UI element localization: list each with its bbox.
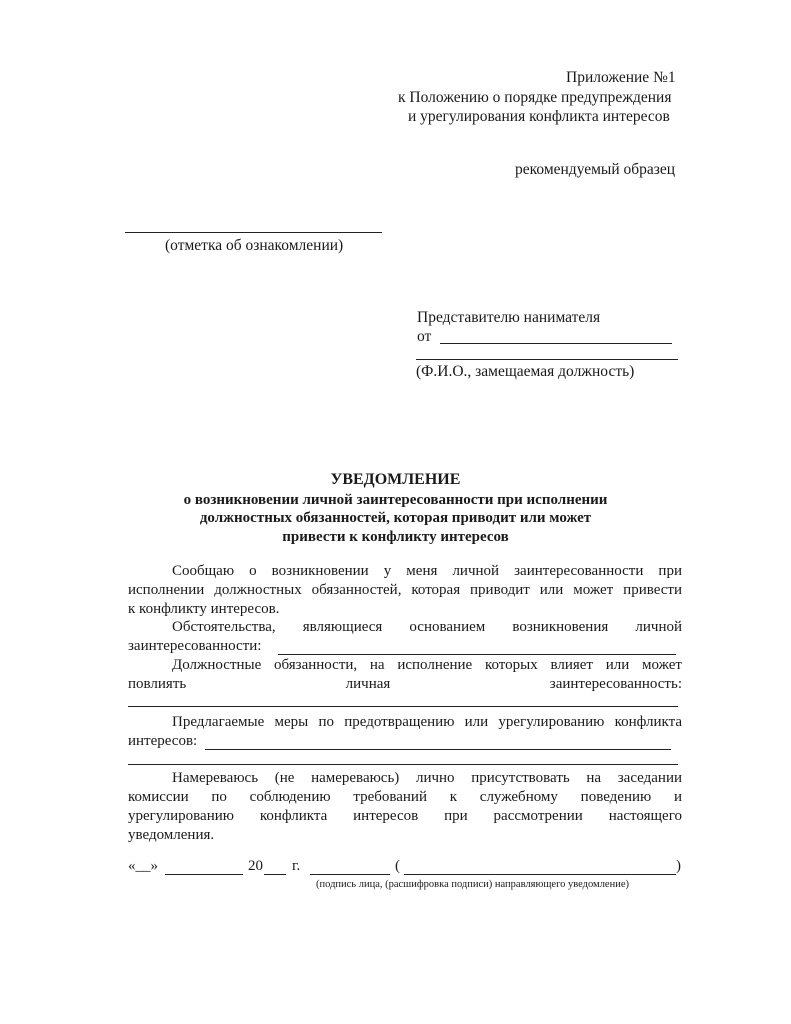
notice-heading: УВЕДОМЛЕНИЕ (330, 471, 461, 488)
paragraph-2-line-1: Обстоятельства, являющиеся основанием возникновения личной (172, 619, 682, 635)
paragraph-3-word-1: повлиять (128, 676, 187, 692)
paragraph-2-line-2: заинтересованности: (128, 638, 262, 654)
signature-line (310, 874, 390, 875)
notice-subtitle-2: должностных обязанностей, которая приводит или может (199, 510, 592, 526)
signature-paren-close: ) (676, 858, 681, 874)
date-year-line (264, 874, 286, 875)
addressee-caption: (Ф.И.О., замещаемая должность) (416, 363, 635, 380)
date-day: «__» (128, 858, 158, 874)
paragraph-4-fill-line-2 (128, 764, 678, 765)
paragraph-4-line-1: Предлагаемые меры по предотвращению или урегулированию конфликта (172, 714, 682, 730)
paragraph-1-line-1: Сообщаю о возникновении у меня личной заинтересованности при (172, 563, 682, 579)
appendix-line-1: Приложение №1 (566, 69, 676, 86)
notice-subtitle-1: о возникновении личной заинтересованности при исполнении (183, 492, 608, 508)
signature-paren-open: ( (395, 858, 400, 874)
paragraph-3-fill-line (128, 706, 678, 707)
acknowledgement-line (125, 232, 382, 233)
paragraph-5-line-1: Намереваюсь (не намереваюсь) лично присутствовать на заседании (172, 770, 682, 786)
paragraph-1-line-3: к конфликту интересов. (128, 601, 280, 617)
addressee-to-label: Представителю нанимателя (417, 309, 601, 326)
paragraph-2-fill-line (278, 654, 676, 655)
addressee-name-line (416, 359, 678, 360)
notice-subtitle-3: привести к конфликту интересов (282, 529, 509, 545)
paragraph-3-line-2 (128, 676, 682, 693)
signature-decode-line (404, 874, 676, 875)
signature-caption: (подпись лица, (расшифровка подписи) направляющего уведомление) (316, 879, 629, 890)
paragraph-3-line-1: Должностные обязанности, на исполнение которых влияет или может (172, 657, 682, 673)
paragraph-1-line-2: исполнении должностных обязанностей, которая приводит или может привести (128, 582, 682, 598)
date-month-line (165, 874, 243, 875)
paragraph-5-line-2: комиссии по соблюдению требований к служебному поведению и (128, 789, 682, 805)
acknowledgement-caption: (отметка об ознакомлении) (165, 237, 344, 254)
appendix-line-3: и урегулирования конфликта интересов (408, 108, 670, 125)
paragraph-3-word-2: личная (345, 676, 391, 692)
paragraph-3-word-3: заинтересованность: (549, 676, 682, 692)
paragraph-5-line-4: уведомления. (128, 827, 215, 843)
addressee-from-label: от (417, 328, 432, 345)
paragraph-5-line-3: урегулированию конфликта интересов при рассмотрении настоящего (128, 808, 682, 824)
sample-label: рекомендуемый образец (515, 161, 676, 178)
date-year-suffix: г. (292, 858, 301, 874)
paragraph-4-fill-line-1 (205, 749, 671, 750)
paragraph-4-line-2: интересов: (128, 733, 198, 749)
addressee-from-line (440, 343, 672, 344)
appendix-line-2: к Положению о порядке предупреждения (398, 89, 672, 106)
date-year-prefix: 20 (248, 858, 263, 874)
